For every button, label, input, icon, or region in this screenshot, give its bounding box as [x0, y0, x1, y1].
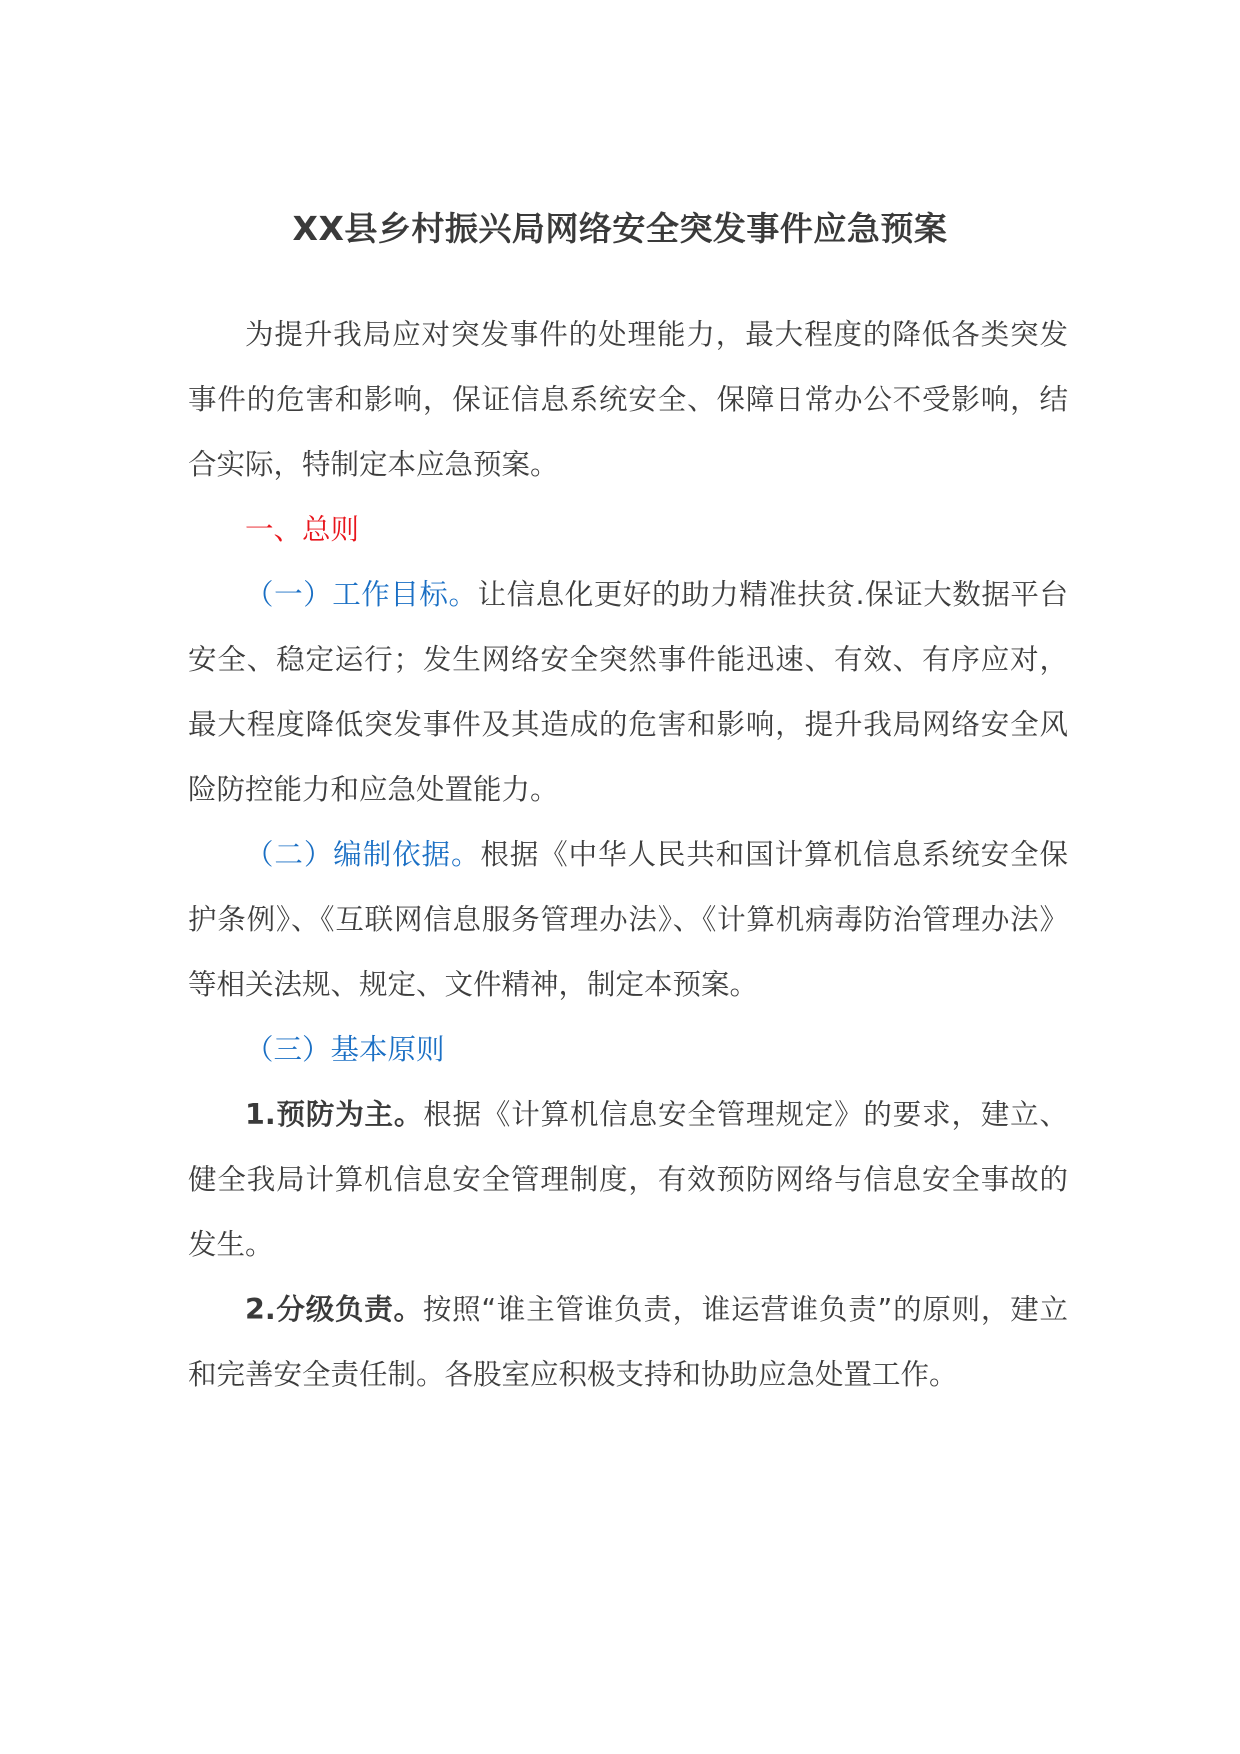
principle-2-text: 按照“谁主管谁负责，谁运营谁负责”的原则，建立和完善安全责任制。各股室应积极支持和协助应急处置工作。 — [188, 1293, 1068, 1391]
intro-paragraph: 为提升我局应对突发事件的处理能力，最大程度的降低各类突发事件的危害和影响，保证信息系统安全、保障日常办公不受影响，结合实际，特制定本应急预案。 — [188, 318, 1068, 481]
section-heading-general-label: 一、总则 — [245, 513, 360, 546]
principle-2-label: 2.分级负责。 — [245, 1293, 423, 1326]
subheading-basis: （二）编制依据。 — [245, 838, 481, 871]
paragraph-principle-1 — [188, 1082, 1068, 1277]
paragraph-basis — [188, 822, 1068, 1017]
basis-text: 根据《中华人民共和国计算机信息系统安全保护条例》、《互联网信息服务管理办法》、《计算机病毒防治管理办法》等相关法规、规定、文件精神，制定本预案。 — [188, 838, 1068, 1001]
document-title: XX县乡村振兴局网络安全突发事件应急预案 — [292, 209, 948, 248]
paragraph-principle-2 — [188, 1277, 1068, 1407]
work-goal-text: 让信息化更好的助力精准扶贫.保证大数据平台安全、稳定运行；发生网络安全突然事件能迅速、有效、有序应对，最大程度降低突发事件及其造成的危害和影响，提升我局网络安全风险防控能力和应急处置能力。 — [188, 578, 1068, 806]
subheading-principles: （三）基本原则 — [245, 1033, 445, 1066]
paragraph-principles — [188, 1017, 1068, 1082]
principle-1-text: 根据《计算机信息安全管理规定》的要求，建立、健全我局计算机信息安全管理制度，有效预防网络与信息安全事故的发生。 — [188, 1098, 1068, 1261]
paragraph-work-goal — [188, 562, 1068, 822]
section-heading-general — [188, 497, 1068, 562]
document-body — [188, 302, 1068, 1407]
principle-1-label: 1.预防为主。 — [245, 1098, 424, 1131]
subheading-work-goal: （一）工作目标。 — [245, 578, 478, 611]
